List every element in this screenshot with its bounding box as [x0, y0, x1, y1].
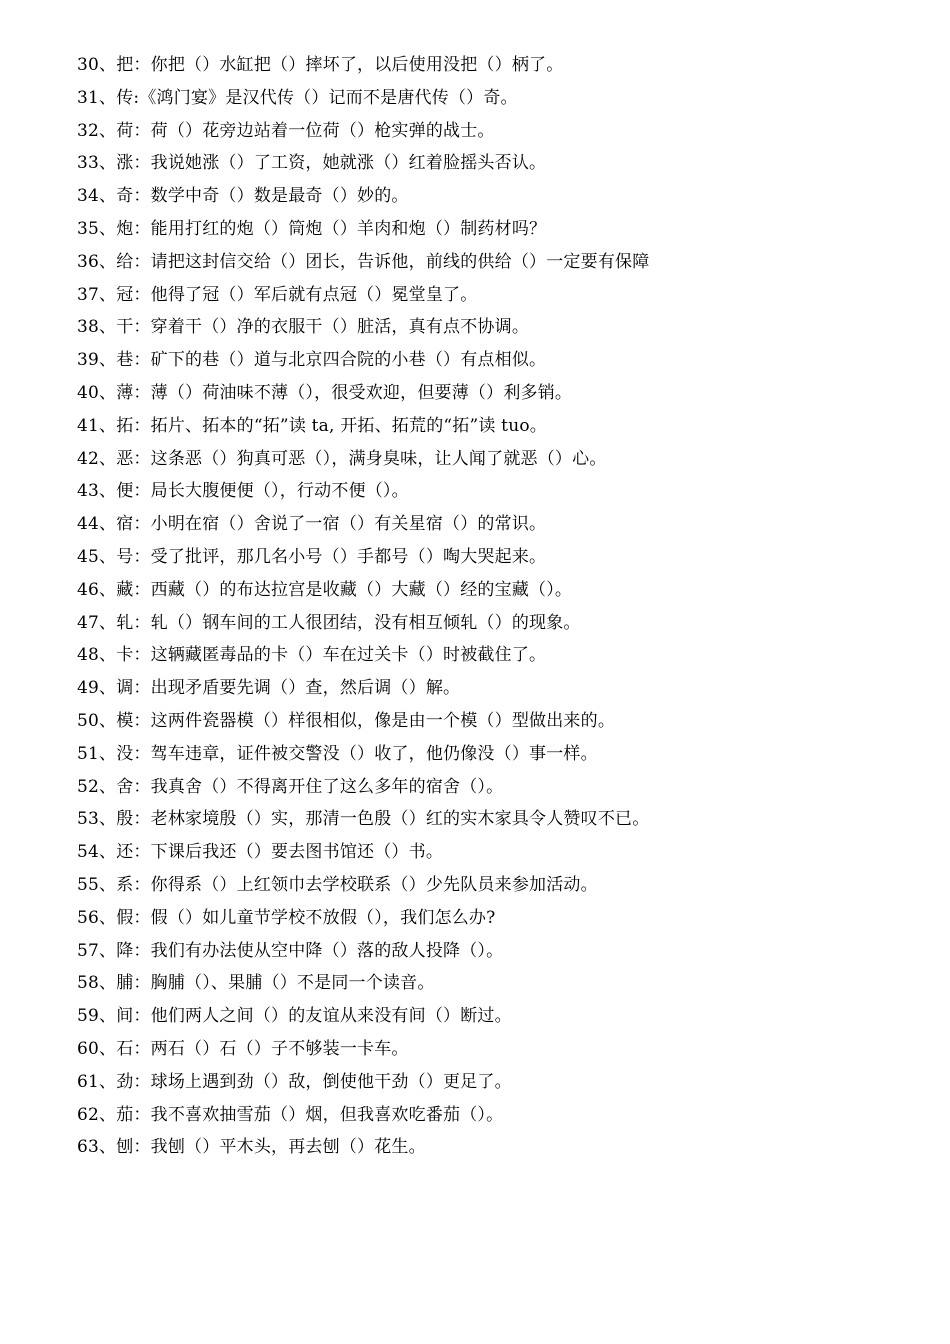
exercise-list — [77, 49, 917, 1164]
exercise-item: 49、调：出现矛盾要先调（）查，然后调（）解。 — [77, 678, 461, 699]
exercise-item: 44、宿：小明在宿（）舍说了一宿（）有关星宿（）的常识。 — [77, 514, 547, 535]
exercise-item: 60、石：两石（）石（）子不够装一卡车。 — [77, 1038, 409, 1059]
exercise-item: 52、舍：我真舍（）不得离开住了这么多年的宿舍（）。 — [77, 776, 504, 797]
exercise-item: 30、把：你把（）水缸把（）摔坏了，以后使用没把（）柄了。 — [77, 55, 564, 75]
exercise-item: 45、号：受了批评，那几名小号（）手都号（）啕大哭起来。 — [77, 546, 547, 567]
exercise-item: 31、传:《鸿门宴》是汉代传（）记而不是唐代传（）奇。 — [77, 87, 518, 108]
exercise-item: 38、干：穿着干（）净的衣服干（）脏活，真有点不协调。 — [77, 317, 530, 338]
exercise-item: 47、轧：轧（）钢车间的工人很团结，没有相互倾轧（）的现象。 — [77, 612, 581, 633]
exercise-item: 58、脯：胸脯（）、果脯（）不是同一个读音。 — [77, 973, 435, 994]
exercise-item: 43、便：局长大腹便便（），行动不便（）。 — [77, 481, 409, 502]
exercise-item: 63、刨：我刨（）平木头，再去刨（）花生。 — [77, 1137, 426, 1158]
exercise-item: 55、系：你得系（）上红领巾去学校联系（）少先队员来参加活动。 — [77, 874, 598, 895]
exercise-item: 42、恶：这条恶（）狗真可恶（），满身臭味，让人闻了就恶（）心。 — [77, 448, 607, 469]
exercise-item: 34、奇：数学中奇（）数是最奇（）妙的。 — [77, 186, 409, 207]
exercise-item: 57、降：我们有办法使从空中降（）落的敌人投降（）。 — [77, 940, 504, 961]
exercise-item: 40、薄：薄（）荷油味不薄（），很受欢迎，但要薄（）利多销。 — [77, 382, 573, 403]
exercise-item: 33、涨：我说她涨（）了工资，她就涨（）红着脸摇头否认。 — [77, 153, 547, 174]
exercise-item: 36、给：请把这封信交给（）团长，告诉他，前线的供给（）一定要有保障 — [77, 251, 650, 272]
exercise-item: 48、卡：这辆藏匿毒品的卡（）车在过关卡（）时被截住了。 — [77, 645, 547, 666]
exercise-item: 39、巷：矿下的巷（）道与北京四合院的小巷（）有点相似。 — [77, 350, 547, 371]
exercise-item: 51、没：驾车违章，证件被交警没（）收了，他仍像没（）事一样。 — [77, 743, 598, 764]
exercise-item: 61、劲：球场上遇到劲（）敌，倒使他干劲（）更足了。 — [77, 1071, 512, 1092]
exercise-item: 54、还：下课后我还（）要去图书馆还（）书。 — [77, 842, 444, 863]
exercise-item: 32、荷：荷（）花旁边站着一位荷（）枪实弹的战士。 — [77, 120, 495, 141]
exercise-item: 56、假：假（）如儿童节学校不放假（），我们怎么办? — [77, 907, 496, 928]
exercise-item: 53、殷：老林家境殷（）实，那清一色殷（）红的实木家具令人赞叹不已。 — [77, 809, 650, 830]
exercise-item: 35、炮：能用打红的炮（）筒炮（）羊肉和炮（）制药材吗？ — [77, 218, 547, 239]
exercise-item: 41、拓：拓片、拓本的“拓”读 ta, 开拓、拓荒的“拓”读 tuo。 — [77, 415, 547, 436]
exercise-item: 59、间：他们两人之间（）的友谊从来没有间（）断过。 — [77, 1006, 512, 1027]
exercise-item: 46、藏：西藏（）的布达拉宫是收藏（）大藏（）经的宝藏（）。 — [77, 579, 573, 600]
exercise-item: 62、茄：我不喜欢抽雪茄（）烟，但我喜欢吃番茄（）。 — [77, 1104, 504, 1125]
exercise-item: 50、模：这两件瓷器模（）样很相似，像是由一个模（）型做出来的。 — [77, 710, 616, 731]
exercise-item: 37、冠：他得了冠（）军后就有点冠（）冕堂皇了。 — [77, 284, 478, 305]
